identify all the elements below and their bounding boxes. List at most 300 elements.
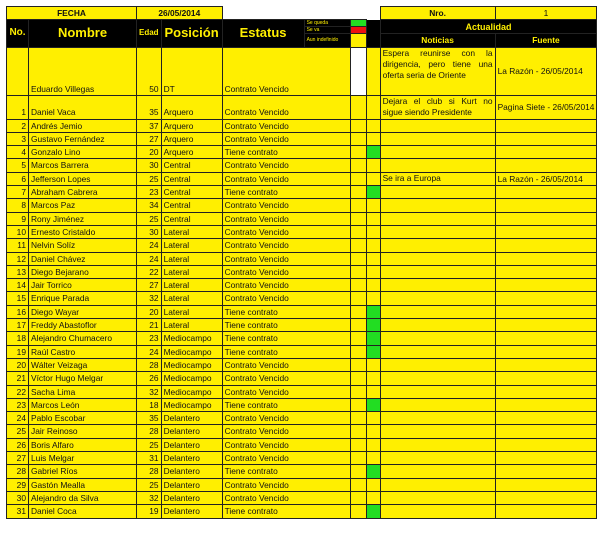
player-fuente	[495, 319, 597, 332]
coach-edad: 50	[137, 47, 162, 95]
player-posicion: Mediocampo	[161, 358, 222, 371]
coach-fuente: La Razón - 26/05/2014	[495, 47, 597, 95]
coach-nombre: Eduardo Villegas	[29, 47, 137, 95]
player-nombre: Marcos León	[29, 398, 137, 411]
player-row	[7, 119, 597, 132]
player-posicion: Delantero	[161, 452, 222, 465]
player-fuente: La Razón - 26/05/2014	[495, 172, 597, 185]
player-row	[7, 172, 597, 185]
status-swatch	[366, 332, 380, 345]
player-fuente	[495, 292, 597, 305]
player-estatus: Tiene contrato	[222, 186, 350, 199]
player-nombre: Daniel Vaca	[29, 95, 137, 119]
player-estatus: Contrato Vencido	[222, 265, 350, 278]
player-row	[7, 345, 597, 358]
player-estatus: Contrato Vencido	[222, 358, 350, 371]
player-estatus: Contrato Vencido	[222, 372, 350, 385]
player-posicion: Central	[161, 172, 222, 185]
player-fuente	[495, 199, 597, 212]
player-estatus: Contrato Vencido	[222, 478, 350, 491]
player-fuente	[495, 146, 597, 159]
col-noticias: Noticias	[380, 34, 495, 47]
player-edad: 30	[137, 225, 162, 238]
player-posicion: Lateral	[161, 305, 222, 318]
col-estatus: Estatus	[222, 20, 304, 47]
player-nombre: Gonzalo Lino	[29, 146, 137, 159]
player-posicion: Mediocampo	[161, 332, 222, 345]
player-nombre: Daniel Coca	[29, 505, 137, 518]
player-nombre: Luis Melgar	[29, 452, 137, 465]
player-estatus: Tiene contrato	[222, 465, 350, 478]
player-row	[7, 385, 597, 398]
status-swatch	[366, 132, 380, 145]
player-row	[7, 305, 597, 318]
player-row	[7, 319, 597, 332]
player-posicion: Lateral	[161, 319, 222, 332]
player-row	[7, 252, 597, 265]
player-nombre: Jefferson Lopes	[29, 172, 137, 185]
status-swatch	[366, 279, 380, 292]
player-nombre: Gastón Mealla	[29, 478, 137, 491]
player-nombre: Marcos Barrera	[29, 159, 137, 172]
player-posicion: Delantero	[161, 465, 222, 478]
player-edad: 24	[137, 239, 162, 252]
player-row	[7, 491, 597, 504]
status-swatch	[366, 146, 380, 159]
player-no: 15	[7, 292, 29, 305]
player-no: 5	[7, 159, 29, 172]
player-row	[7, 478, 597, 491]
player-row	[7, 505, 597, 518]
player-noticia	[380, 305, 495, 318]
status-swatch	[366, 239, 380, 252]
col-posicion: Posición	[161, 20, 222, 47]
player-posicion: Mediocampo	[161, 372, 222, 385]
player-edad: 31	[137, 452, 162, 465]
player-estatus: Tiene contrato	[222, 332, 350, 345]
player-noticia	[380, 212, 495, 225]
player-noticia	[380, 319, 495, 332]
player-estatus: Contrato Vencido	[222, 292, 350, 305]
player-nombre: Freddy Abastoflor	[29, 319, 137, 332]
col-fuente: Fuente	[495, 34, 597, 47]
player-edad: 25	[137, 172, 162, 185]
player-edad: 20	[137, 305, 162, 318]
player-edad: 28	[137, 358, 162, 371]
player-row	[7, 332, 597, 345]
player-no: 14	[7, 279, 29, 292]
player-noticia	[380, 159, 495, 172]
player-nombre: Diego Bejarano	[29, 265, 137, 278]
player-edad: 23	[137, 332, 162, 345]
player-posicion: Arquero	[161, 119, 222, 132]
player-posicion: Lateral	[161, 225, 222, 238]
player-nombre: Sacha Lima	[29, 385, 137, 398]
status-swatch	[366, 265, 380, 278]
player-row	[7, 239, 597, 252]
player-noticia	[380, 385, 495, 398]
player-nombre: Boris Alfaro	[29, 438, 137, 451]
player-nombre: Wálter Veizaga	[29, 358, 137, 371]
player-edad: 32	[137, 385, 162, 398]
nro-label: Nro.	[380, 7, 495, 20]
player-row	[7, 398, 597, 411]
player-posicion: Mediocampo	[161, 385, 222, 398]
status-swatch	[366, 412, 380, 425]
status-swatch	[366, 425, 380, 438]
player-row	[7, 159, 597, 172]
player-row	[7, 279, 597, 292]
player-no: 11	[7, 239, 29, 252]
player-estatus: Tiene contrato	[222, 345, 350, 358]
legend-label-indefinido: Aun indefinido	[304, 34, 350, 47]
player-edad: 20	[137, 146, 162, 159]
player-posicion: Delantero	[161, 478, 222, 491]
coach-estatus: Contrato Vencido	[222, 47, 350, 95]
player-edad: 32	[137, 491, 162, 504]
player-estatus: Tiene contrato	[222, 146, 350, 159]
player-edad: 27	[137, 132, 162, 145]
player-no: 29	[7, 478, 29, 491]
player-edad: 26	[137, 372, 162, 385]
status-swatch	[366, 372, 380, 385]
player-no: 3	[7, 132, 29, 145]
legend-swatch-yellow	[350, 34, 366, 47]
player-row	[7, 358, 597, 371]
player-posicion: Delantero	[161, 412, 222, 425]
player-posicion: Delantero	[161, 438, 222, 451]
player-no: 2	[7, 119, 29, 132]
status-swatch	[366, 398, 380, 411]
player-row	[7, 225, 597, 238]
player-nombre: Diego Wayar	[29, 305, 137, 318]
status-swatch	[366, 292, 380, 305]
player-nombre: Ernesto Cristaldo	[29, 225, 137, 238]
player-no: 22	[7, 385, 29, 398]
player-noticia	[380, 186, 495, 199]
player-estatus: Tiene contrato	[222, 305, 350, 318]
player-posicion: Central	[161, 186, 222, 199]
player-estatus: Contrato Vencido	[222, 212, 350, 225]
player-no: 13	[7, 265, 29, 278]
player-row	[7, 292, 597, 305]
player-estatus: Tiene contrato	[222, 505, 350, 518]
roster-table	[6, 6, 597, 519]
player-nombre: Víctor Hugo Melgar	[29, 372, 137, 385]
player-edad: 37	[137, 119, 162, 132]
player-no: 21	[7, 372, 29, 385]
player-edad: 32	[137, 292, 162, 305]
player-posicion: Lateral	[161, 252, 222, 265]
player-fuente	[495, 332, 597, 345]
player-fuente	[495, 505, 597, 518]
player-estatus: Contrato Vencido	[222, 199, 350, 212]
player-posicion: Delantero	[161, 505, 222, 518]
player-edad: 25	[137, 212, 162, 225]
player-estatus: Contrato Vencido	[222, 412, 350, 425]
player-nombre: Abraham Cabrera	[29, 186, 137, 199]
nro-value: 1	[495, 7, 597, 20]
player-edad: 27	[137, 279, 162, 292]
player-fuente	[495, 279, 597, 292]
player-edad: 30	[137, 159, 162, 172]
coach-noticia: Espera reunirse con la dirigencia, pero tiene una oferta seria de Oriente	[380, 47, 495, 95]
player-posicion: Lateral	[161, 292, 222, 305]
player-nombre: Andrés Jemio	[29, 119, 137, 132]
player-fuente	[495, 425, 597, 438]
player-edad: 25	[137, 438, 162, 451]
player-nombre: Jair Torrico	[29, 279, 137, 292]
player-edad: 24	[137, 345, 162, 358]
status-swatch	[366, 212, 380, 225]
col-edad: Edad	[137, 20, 162, 47]
player-estatus: Contrato Vencido	[222, 385, 350, 398]
player-no: 10	[7, 225, 29, 238]
player-estatus: Contrato Vencido	[222, 425, 350, 438]
coach-status-swatch	[366, 47, 380, 95]
player-fuente	[495, 119, 597, 132]
player-no: 1	[7, 95, 29, 119]
player-noticia	[380, 239, 495, 252]
status-swatch	[366, 159, 380, 172]
player-row	[7, 425, 597, 438]
status-swatch	[366, 505, 380, 518]
status-swatch	[366, 95, 380, 119]
col-no: No.	[7, 20, 29, 47]
status-swatch	[366, 172, 380, 185]
status-swatch	[366, 199, 380, 212]
player-noticia	[380, 225, 495, 238]
player-noticia	[380, 119, 495, 132]
player-fuente	[495, 345, 597, 358]
player-no: 23	[7, 398, 29, 411]
player-no: 26	[7, 438, 29, 451]
player-noticia	[380, 265, 495, 278]
player-estatus: Tiene contrato	[222, 319, 350, 332]
player-row	[7, 95, 597, 119]
fecha-value: 26/05/2014	[137, 7, 223, 20]
status-swatch	[366, 252, 380, 265]
status-swatch	[366, 478, 380, 491]
player-fuente	[495, 252, 597, 265]
status-swatch	[366, 438, 380, 451]
player-posicion: Mediocampo	[161, 345, 222, 358]
player-estatus: Contrato Vencido	[222, 172, 350, 185]
player-noticia	[380, 146, 495, 159]
player-estatus: Tiene contrato	[222, 398, 350, 411]
player-estatus: Contrato Vencido	[222, 132, 350, 145]
player-fuente	[495, 186, 597, 199]
player-fuente	[495, 491, 597, 504]
player-estatus: Contrato Vencido	[222, 279, 350, 292]
player-posicion: Arquero	[161, 146, 222, 159]
player-posicion: Delantero	[161, 491, 222, 504]
legend-label-se-va: Se va	[304, 27, 350, 34]
player-fuente	[495, 159, 597, 172]
player-estatus: Contrato Vencido	[222, 438, 350, 451]
player-noticia	[380, 345, 495, 358]
player-nombre: Marcos Paz	[29, 199, 137, 212]
player-noticia	[380, 358, 495, 371]
player-posicion: Central	[161, 159, 222, 172]
player-no: 16	[7, 305, 29, 318]
player-posicion: Arquero	[161, 132, 222, 145]
player-noticia	[380, 372, 495, 385]
status-swatch	[366, 186, 380, 199]
player-nombre: Gustavo Fernández	[29, 132, 137, 145]
player-noticia	[380, 252, 495, 265]
legend-swatch-green	[350, 20, 366, 27]
player-estatus: Contrato Vencido	[222, 239, 350, 252]
status-swatch	[366, 491, 380, 504]
player-nombre: Nelvin Solíz	[29, 239, 137, 252]
status-swatch	[366, 225, 380, 238]
player-row	[7, 438, 597, 451]
player-posicion: Arquero	[161, 95, 222, 119]
player-row	[7, 132, 597, 145]
legend-swatch-red	[350, 27, 366, 34]
player-no: 24	[7, 412, 29, 425]
col-actualidad: Actualidad	[380, 20, 597, 34]
player-fuente	[495, 465, 597, 478]
player-edad: 35	[137, 95, 162, 119]
player-noticia	[380, 491, 495, 504]
player-row	[7, 372, 597, 385]
player-row	[7, 452, 597, 465]
player-posicion: Lateral	[161, 265, 222, 278]
player-edad: 19	[137, 505, 162, 518]
player-noticia	[380, 478, 495, 491]
player-no: 20	[7, 358, 29, 371]
player-row	[7, 412, 597, 425]
player-noticia	[380, 438, 495, 451]
player-no: 31	[7, 505, 29, 518]
player-estatus: Contrato Vencido	[222, 159, 350, 172]
player-nombre: Daniel Chávez	[29, 252, 137, 265]
player-no: 30	[7, 491, 29, 504]
player-fuente	[495, 239, 597, 252]
status-swatch	[366, 385, 380, 398]
player-row	[7, 199, 597, 212]
coach-row	[7, 47, 597, 95]
player-fuente	[495, 305, 597, 318]
player-posicion: Delantero	[161, 425, 222, 438]
player-nombre: Gabriel Ríos	[29, 465, 137, 478]
player-no: 18	[7, 332, 29, 345]
player-posicion: Lateral	[161, 279, 222, 292]
player-fuente	[495, 358, 597, 371]
player-estatus: Contrato Vencido	[222, 119, 350, 132]
player-noticia	[380, 452, 495, 465]
player-nombre: Alejandro da Silva	[29, 491, 137, 504]
player-row	[7, 212, 597, 225]
player-no: 8	[7, 199, 29, 212]
player-noticia	[380, 398, 495, 411]
status-swatch	[366, 358, 380, 371]
player-noticia	[380, 279, 495, 292]
player-no: 17	[7, 319, 29, 332]
player-noticia	[380, 505, 495, 518]
player-nombre: Alejandro Chumacero	[29, 332, 137, 345]
player-fuente	[495, 412, 597, 425]
status-swatch	[366, 452, 380, 465]
fecha-label: FECHA	[7, 7, 137, 20]
player-edad: 25	[137, 478, 162, 491]
player-edad: 21	[137, 319, 162, 332]
coach-posicion: DT	[161, 47, 222, 95]
player-no: 12	[7, 252, 29, 265]
player-fuente	[495, 478, 597, 491]
player-fuente	[495, 398, 597, 411]
player-fuente	[495, 385, 597, 398]
player-fuente	[495, 372, 597, 385]
player-noticia	[380, 132, 495, 145]
player-edad: 35	[137, 412, 162, 425]
player-no: 6	[7, 172, 29, 185]
roster-sheet	[6, 6, 597, 519]
col-nombre: Nombre	[29, 20, 137, 47]
player-edad: 23	[137, 186, 162, 199]
player-row	[7, 465, 597, 478]
player-noticia	[380, 412, 495, 425]
player-fuente: Pagina Siete - 26/05/2014	[495, 95, 597, 119]
player-posicion: Lateral	[161, 239, 222, 252]
player-no: 28	[7, 465, 29, 478]
player-no: 9	[7, 212, 29, 225]
player-nombre: Rony Jiménez	[29, 212, 137, 225]
player-noticia: Se ira a Europa	[380, 172, 495, 185]
player-estatus: Contrato Vencido	[222, 225, 350, 238]
player-row	[7, 265, 597, 278]
player-fuente	[495, 452, 597, 465]
player-nombre: Raúl Castro	[29, 345, 137, 358]
player-no: 19	[7, 345, 29, 358]
status-swatch	[366, 305, 380, 318]
legend-label-se-queda: Se queda	[304, 20, 350, 27]
player-fuente	[495, 265, 597, 278]
player-estatus: Contrato Vencido	[222, 95, 350, 119]
player-estatus: Contrato Vencido	[222, 452, 350, 465]
player-row	[7, 146, 597, 159]
player-nombre: Enrique Parada	[29, 292, 137, 305]
player-posicion: Mediocampo	[161, 398, 222, 411]
player-noticia	[380, 199, 495, 212]
player-no: 4	[7, 146, 29, 159]
player-estatus: Contrato Vencido	[222, 252, 350, 265]
status-swatch	[366, 465, 380, 478]
player-noticia	[380, 425, 495, 438]
player-edad: 28	[137, 465, 162, 478]
player-edad: 22	[137, 265, 162, 278]
player-no: 27	[7, 452, 29, 465]
status-swatch	[366, 319, 380, 332]
player-row	[7, 186, 597, 199]
player-no: 25	[7, 425, 29, 438]
player-posicion: Central	[161, 199, 222, 212]
player-nombre: Pablo Escobar	[29, 412, 137, 425]
player-edad: 28	[137, 425, 162, 438]
player-fuente	[495, 225, 597, 238]
status-swatch	[366, 345, 380, 358]
player-noticia	[380, 332, 495, 345]
player-fuente	[495, 212, 597, 225]
player-edad: 24	[137, 252, 162, 265]
player-posicion: Central	[161, 212, 222, 225]
player-noticia	[380, 292, 495, 305]
player-edad: 34	[137, 199, 162, 212]
player-edad: 18	[137, 398, 162, 411]
player-noticia: Dejara el club si Kurt no sigue siendo Presidente	[380, 95, 495, 119]
